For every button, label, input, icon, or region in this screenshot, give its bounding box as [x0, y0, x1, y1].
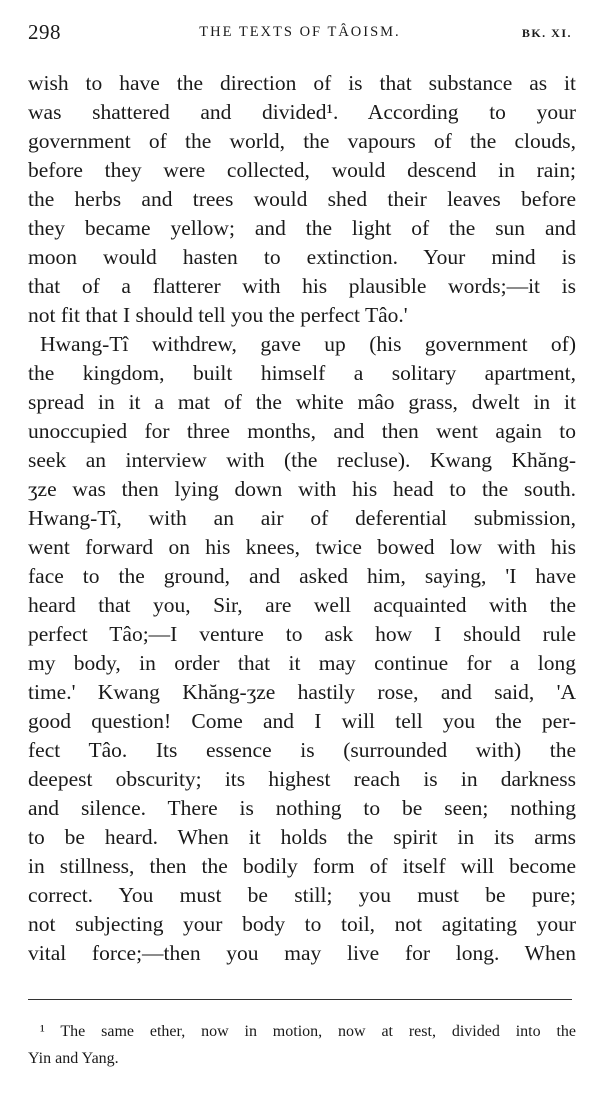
body-line: and silence. There is nothing to be seen; nothing [28, 796, 576, 820]
body-line: deepest obscurity; its highest reach is in darkness [28, 767, 576, 791]
footnote-line: ¹ The same ether, now in motion, now at rest, divided into the [40, 1023, 576, 1040]
body-line: Hwang-Tî withdrew, gave up (his government of) [40, 332, 576, 356]
body-line: spread in it a mat of the white mâo grass, dwelt in it [28, 390, 576, 414]
running-title: THE TEXTS OF TÂOISM. [199, 24, 401, 40]
body-line: wish to have the direction of is that substance as it [28, 71, 576, 95]
book-reference: BK. XI. [521, 26, 572, 40]
body-line: vital force;—then you may live for long. When [28, 941, 576, 965]
footnote-line: Yin and Yang. [28, 1050, 119, 1067]
body-line: not subjecting your body to toil, not agitating your [28, 912, 576, 936]
page-number: 298 [28, 20, 61, 44]
running-header [28, 20, 572, 46]
body-line: the kingdom, built himself a solitary apartment, [28, 361, 576, 385]
body-line: correct. You must be still; you must be pure; [28, 883, 576, 907]
footnote-divider [28, 999, 572, 1000]
body-line: perfect Tâo;—I venture to ask how I should rule [28, 622, 576, 646]
body-line: before they were collected, would descend in rain; [28, 158, 576, 182]
body-text [28, 69, 576, 968]
body-line: unoccupied for three months, and then went again to [28, 419, 576, 443]
body-line: my body, in order that it may continue for a long [28, 651, 576, 675]
body-line: not fit that I should tell you the perfect Tâo.' [28, 303, 408, 327]
body-line: was shattered and divided¹. According to your [28, 100, 576, 124]
body-line: seek an interview with (the recluse). Kwang Khăng- [28, 448, 576, 472]
body-line: that of a flatterer with his plausible words;—it is [28, 274, 576, 298]
footnotes [28, 1018, 576, 1072]
body-line: Hwang-Tî, with an air of deferential submission, [28, 506, 576, 530]
body-line: to be heard. When it holds the spirit in its arms [28, 825, 576, 849]
body-line: moon would hasten to extinction. Your mind is [28, 245, 576, 269]
body-line: ʒze was then lying down with his head to the south. [28, 477, 576, 501]
body-line: good question! Come and I will tell you the per- [28, 709, 576, 733]
body-line: the herbs and trees would shed their leaves before [28, 187, 576, 211]
body-line: government of the world, the vapours of the clouds, [28, 129, 576, 153]
body-line: went forward on his knees, twice bowed low with his [28, 535, 576, 559]
body-line: fect Tâo. Its essence is (surrounded with) the [28, 738, 576, 762]
body-line: time.' Kwang Khăng-ʒze hastily rose, and said, 'A [28, 680, 576, 704]
body-line: face to the ground, and asked him, saying, 'I have [28, 564, 576, 588]
body-line: they became yellow; and the light of the sun and [28, 216, 576, 240]
body-line: in stillness, then the bodily form of itself will become [28, 854, 576, 878]
body-line: heard that you, Sir, are well acquainted with the [28, 593, 576, 617]
